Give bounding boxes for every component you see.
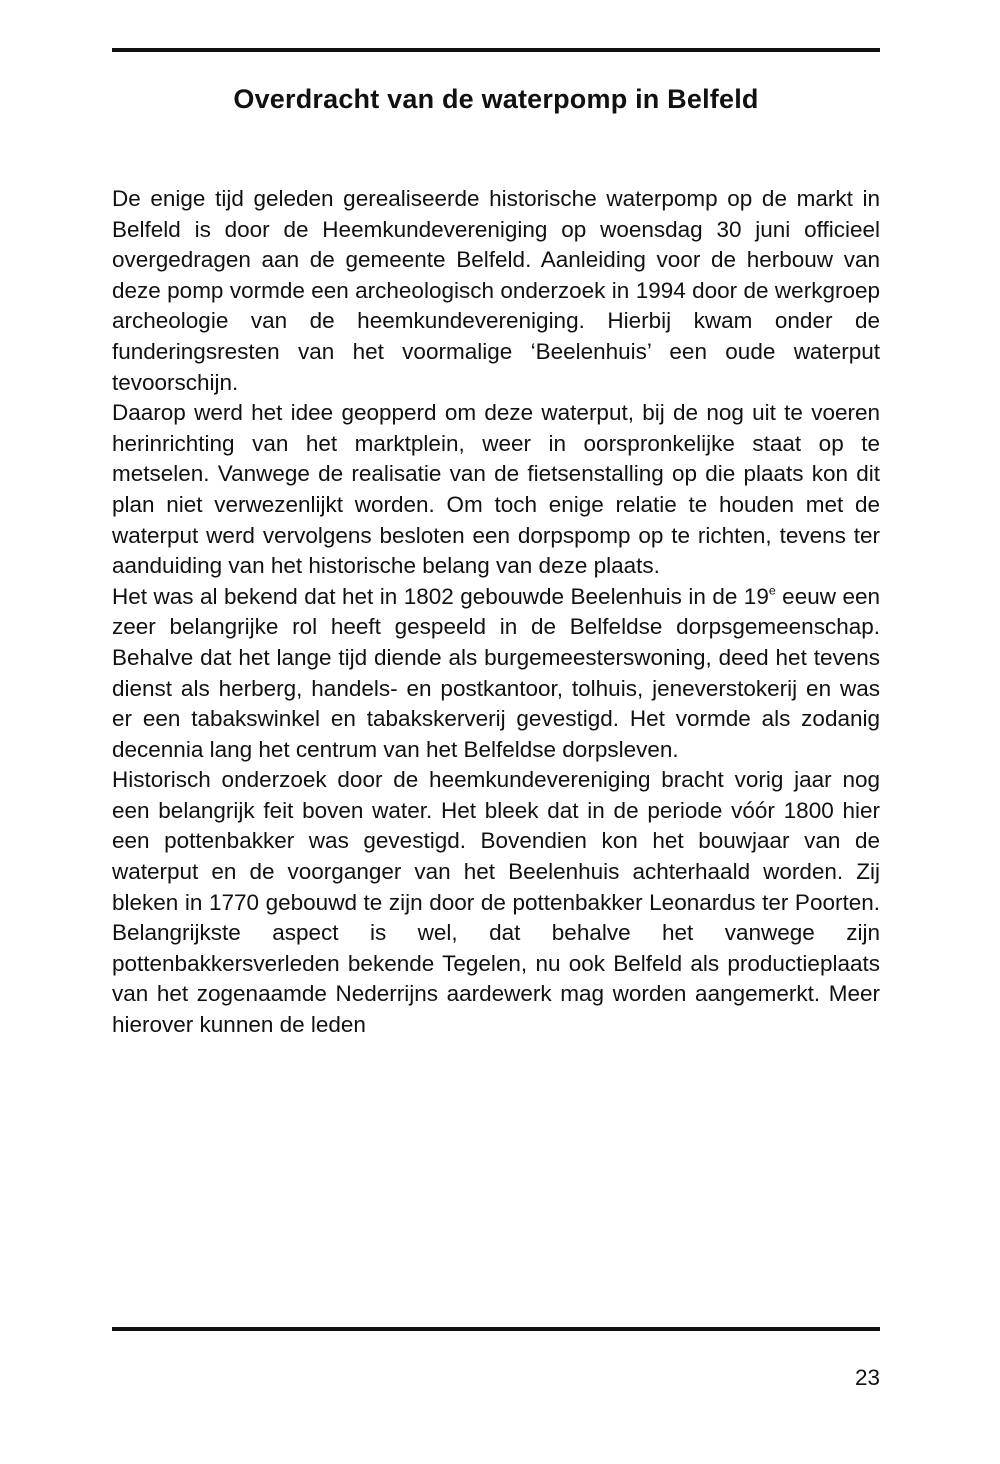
top-rule — [112, 48, 880, 52]
paragraph-2: Daarop werd het idee geopperd om deze waterput, bij de nog uit te voeren herinrichting van het marktplein, weer in oorspronkelijke staat op te metselen. Vanwege de realisatie van de fietsenstalling op die plaats kon dit plan niet verwezenlijkt worden. Om toch enige relatie te houden met de waterput werd vervolgens besloten een dorpspomp op te richten, tevens ter aanduiding van het historische belang van deze plaats. — [112, 400, 880, 579]
paragraph-3-part-1: Het was al bekend dat het in 1802 gebouwde Beelenhuis in de 19 — [112, 583, 769, 609]
paragraph-3-part-2: eeuw een zeer belangrijke rol heeft gespeeld in de Belfeldse dorpsgemeenschap. Behalve dat het lange tijd diende als burgemeesterswoning, deed het tevens dienst als herberg, handels- en postkantoor, tolhuis, jeneverstokerij en was er een tabakswinkel en tabakskerverij gevestigd. Het vormde als zodanig decennia lang het centrum van het Belfeldse dorpsleven. — [112, 583, 880, 762]
paragraph-1: De enige tijd geleden gerealiseerde historische waterpomp op de markt in Belfeld is door de Heemkundevereniging op woensdag 30 juni officieel overgedragen aan de gemeente Belfeld. Aanleiding voor de herbouw van deze pomp vormde een archeologisch onderzoek in 1994 door de werkgroep archeologie van de heemkundevereniging. Hierbij kwam onder de funderingsresten van het voormalige ‘Beelenhuis’ een oude waterput tevoorschijn. — [112, 186, 880, 395]
article-title: Overdracht van de waterpomp in Belfeld — [233, 84, 759, 114]
century-superscript: e — [768, 583, 776, 598]
bottom-rule — [112, 1327, 880, 1331]
page-number: 23 — [854, 1365, 880, 1390]
article-body — [112, 184, 880, 1041]
paragraph-3 — [112, 582, 880, 766]
paragraph-4: Historisch onderzoek door de heemkundevereniging bracht vorig jaar nog een belangrijk feit boven water. Het bleek dat in de periode vóór 1800 hier een pottenbakker was gevestigd. Bovendien kon het bouwjaar van de waterput en de voorganger van het Beelenhuis achterhaald worden. Zij bleken in 1770 gebouwd te zijn door de pottenbakker Leonardus ter Poorten. Belangrijkste aspect is wel, dat behalve het vanwege zijn pottenbakkersverleden bekende Tegelen, nu ook Belfeld als productieplaats van het zogenaamde Nederrijns aardewerk mag worden aangemerkt. Meer hierover kunnen de leden — [112, 767, 880, 1038]
